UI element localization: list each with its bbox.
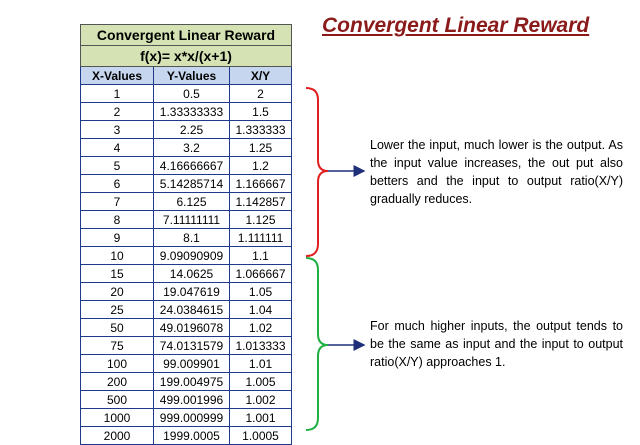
cell-x-value: 3 [81, 121, 154, 139]
cell-x-value: 200 [81, 373, 154, 391]
cell-x-over-y: 1.111111 [230, 229, 292, 247]
cell-y-value: 1999.0005 [154, 427, 230, 445]
cell-y-value: 9.09090909 [154, 247, 230, 265]
cell-y-value: 7.11111111 [154, 211, 230, 229]
page-title: Convergent Linear Reward [322, 14, 590, 37]
cell-x-value: 1000 [81, 409, 154, 427]
cell-y-value: 6.125 [154, 193, 230, 211]
cell-x-over-y: 1.0005 [230, 427, 292, 445]
cell-x-value: 8 [81, 211, 154, 229]
cell-x-value: 15 [81, 265, 154, 283]
cell-y-value: 49.0196078 [154, 319, 230, 337]
cell-x-over-y: 1.1 [230, 247, 292, 265]
cell-y-value: 74.0131579 [154, 337, 230, 355]
cell-x-over-y: 1.2 [230, 157, 292, 175]
cell-y-value: 5.14285714 [154, 175, 230, 193]
cell-y-value: 99.009901 [154, 355, 230, 373]
cell-y-value: 4.16666667 [154, 157, 230, 175]
cell-y-value: 24.0384615 [154, 301, 230, 319]
cell-y-value: 499.001996 [154, 391, 230, 409]
note-low-inputs: Lower the input, much lower is the output. As the input value increases, the out put also betters and the input to output ratio(X/Y) gradually reduces. [370, 138, 623, 206]
cell-y-value: 8.1 [154, 229, 230, 247]
cell-x-value: 9 [81, 229, 154, 247]
cell-x-over-y: 1.05 [230, 283, 292, 301]
cell-y-value: 999.000999 [154, 409, 230, 427]
cell-x-over-y: 1.5 [230, 103, 292, 121]
table-formula: f(x)= x*x/(x+1) [81, 46, 292, 67]
cell-x-value: 4 [81, 139, 154, 157]
cell-x-value: 7 [81, 193, 154, 211]
cell-x-value: 25 [81, 301, 154, 319]
cell-y-value: 19.047619 [154, 283, 230, 301]
green-bracket [306, 258, 328, 430]
cell-x-over-y: 1.166667 [230, 175, 292, 193]
red-bracket [306, 88, 328, 256]
cell-x-over-y: 1.333333 [230, 121, 292, 139]
note-high-inputs: For much higher inputs, the output tends to be the same as input and the input to output ratio(X/Y) approaches 1. [370, 319, 623, 369]
cell-x-value: 5 [81, 157, 154, 175]
cell-x-over-y: 1.002 [230, 391, 292, 409]
cell-x-over-y: 1.001 [230, 409, 292, 427]
cell-x-over-y: 1.013333 [230, 337, 292, 355]
cell-x-over-y: 1.02 [230, 319, 292, 337]
cell-y-value: 199.004975 [154, 373, 230, 391]
cell-x-value: 75 [81, 337, 154, 355]
cell-y-value: 1.33333333 [154, 103, 230, 121]
cell-x-value: 50 [81, 319, 154, 337]
cell-x-value: 10 [81, 247, 154, 265]
cell-x-value: 500 [81, 391, 154, 409]
cell-x-over-y: 1.142857 [230, 193, 292, 211]
cell-x-value: 2000 [81, 427, 154, 445]
cell-x-value: 100 [81, 355, 154, 373]
cell-x-over-y: 1.04 [230, 301, 292, 319]
cell-x-value: 20 [81, 283, 154, 301]
cell-x-value: 1 [81, 85, 154, 103]
cell-y-value: 14.0625 [154, 265, 230, 283]
cell-x-over-y: 1.066667 [230, 265, 292, 283]
cell-y-value: 3.2 [154, 139, 230, 157]
cell-x-over-y: 1.005 [230, 373, 292, 391]
cell-y-value: 0.5 [154, 85, 230, 103]
cell-x-over-y: 2 [230, 85, 292, 103]
cell-x-over-y: 1.01 [230, 355, 292, 373]
cell-x-value: 2 [81, 103, 154, 121]
header-x-over-y: X/Y [230, 67, 292, 85]
header-y-values: Y-Values [154, 67, 230, 85]
table-title: Convergent Linear Reward [81, 25, 292, 46]
cell-x-over-y: 1.25 [230, 139, 292, 157]
cell-x-value: 6 [81, 175, 154, 193]
cell-y-value: 2.25 [154, 121, 230, 139]
header-x-values: X-Values [81, 67, 154, 85]
cell-x-over-y: 1.125 [230, 211, 292, 229]
